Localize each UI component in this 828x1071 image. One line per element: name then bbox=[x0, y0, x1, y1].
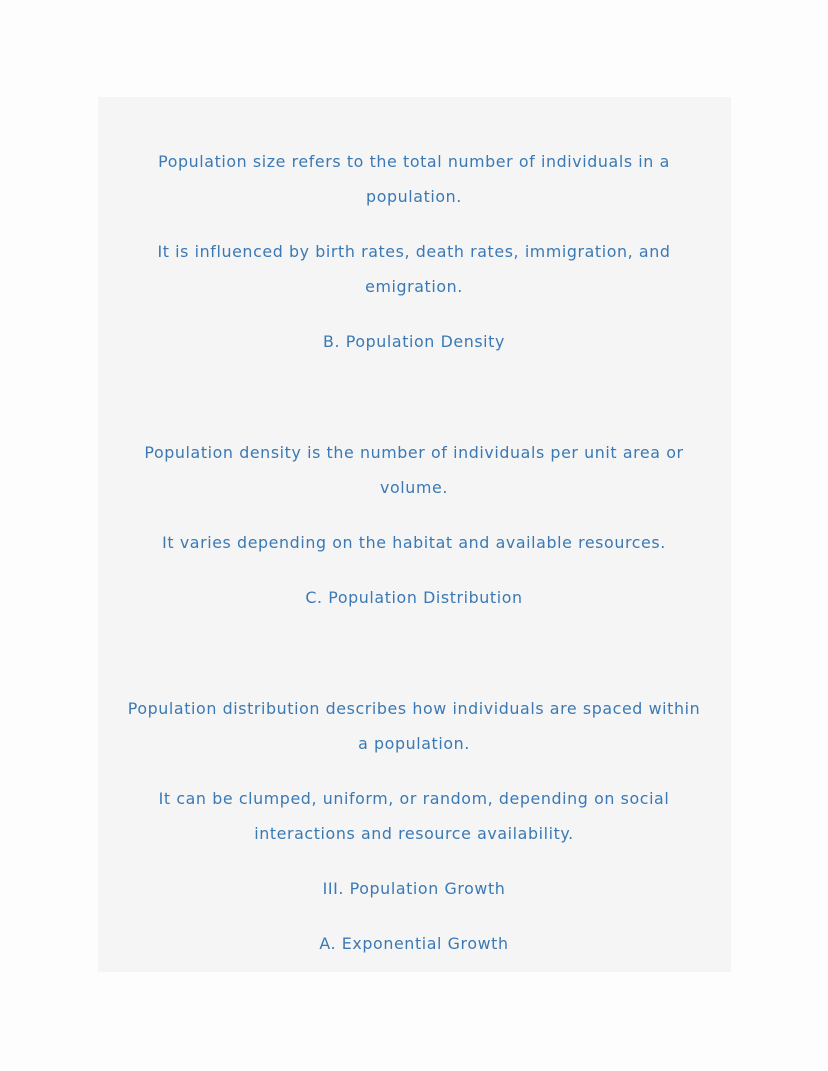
growth-heading: III. Population Growth bbox=[322, 879, 506, 898]
density-heading: B. Population Density bbox=[323, 332, 505, 351]
size-paragraph-1-line-2: population. bbox=[366, 187, 462, 206]
density-paragraph-1-line-2: volume. bbox=[380, 478, 448, 497]
size-paragraph-2-line-1: It is influenced by birth rates, death rates, immigration, and bbox=[157, 242, 671, 261]
distribution-heading: C. Population Distribution bbox=[305, 588, 523, 607]
size-paragraph-1-line-1: Population size refers to the total number of individuals in a bbox=[158, 152, 670, 171]
distribution-paragraph-2-line-2: interactions and resource availability. bbox=[254, 824, 574, 843]
distribution-paragraph-2-line-1: It can be clumped, uniform, or random, depending on social bbox=[158, 789, 670, 808]
distribution-paragraph-1-line-2: a population. bbox=[358, 734, 470, 753]
distribution-paragraph-1-line-1: Population distribution describes how individuals are spaced within bbox=[127, 699, 701, 718]
size-paragraph-2-line-2: emigration. bbox=[365, 277, 463, 296]
exponential-growth-subheading: A. Exponential Growth bbox=[319, 934, 509, 953]
density-paragraph-1-line-1: Population density is the number of individuals per unit area or bbox=[144, 443, 684, 462]
density-paragraph-2-line-1: It varies depending on the habitat and available resources. bbox=[162, 533, 666, 552]
